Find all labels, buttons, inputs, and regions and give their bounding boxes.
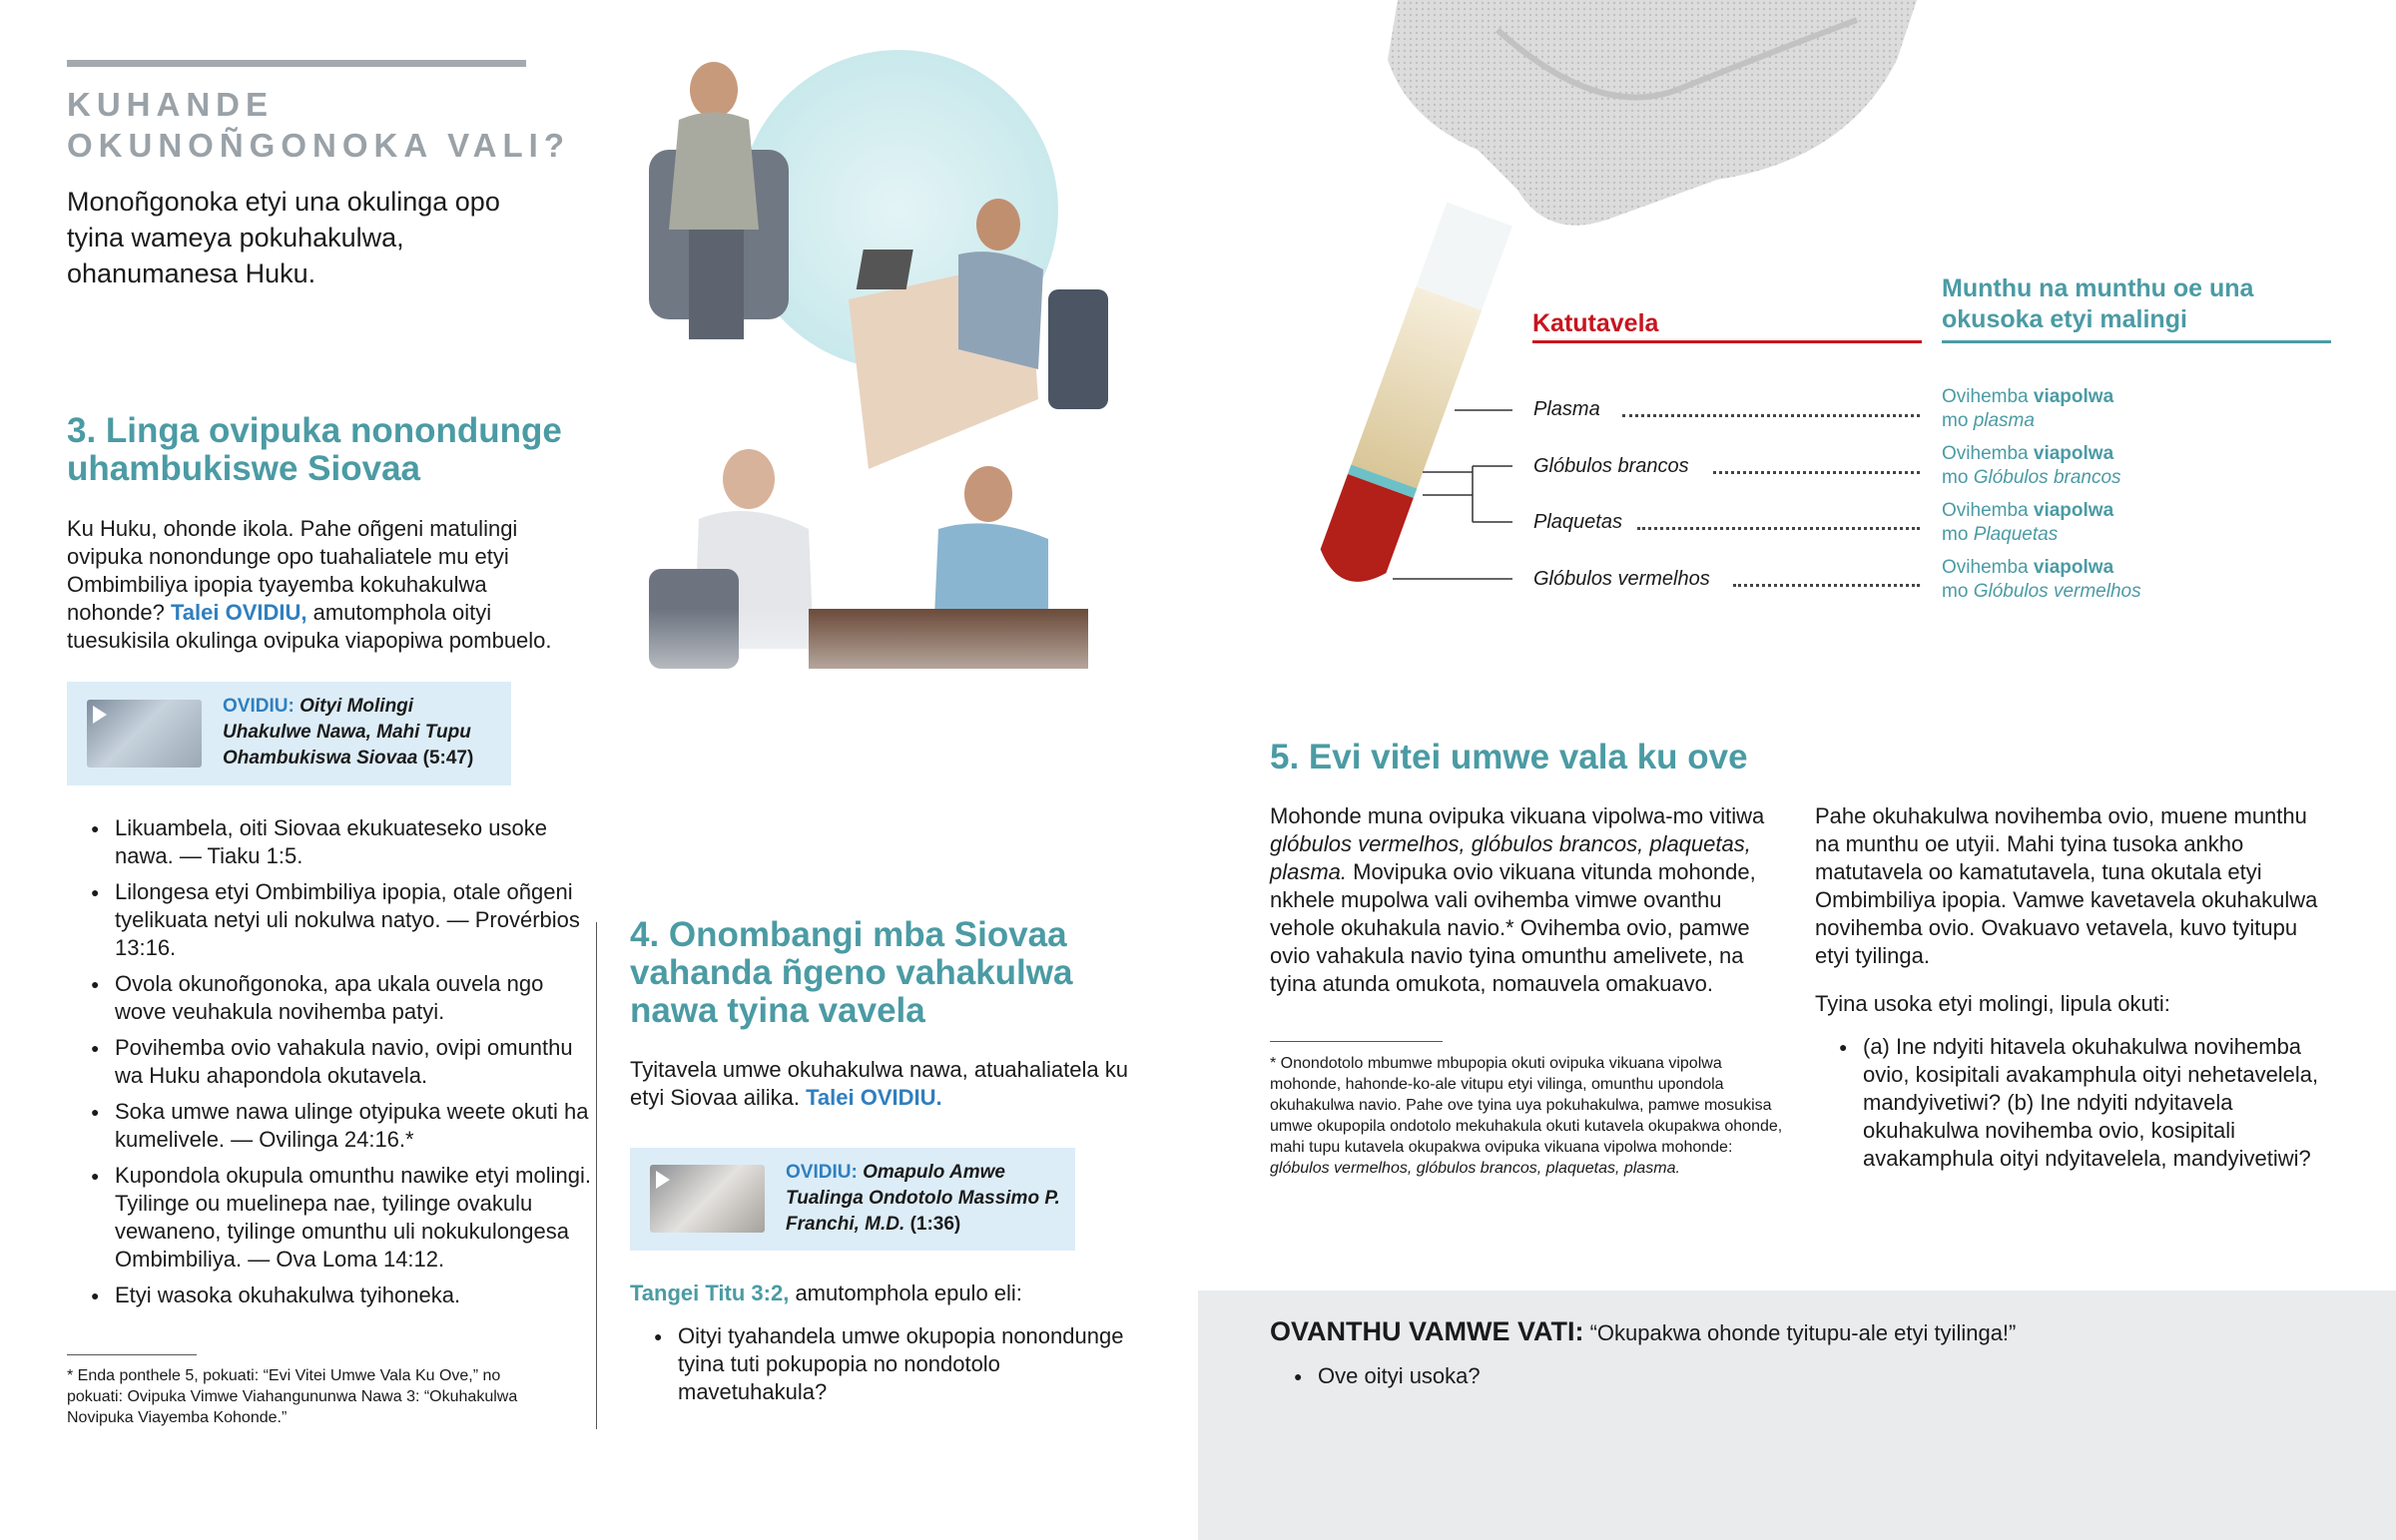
section4-bullet-list — [630, 1322, 1139, 1414]
list-item: ● (a) Ine ndyiti hitavela okuhakulwa novihemba ovio, kosipitali avakamphula oityi nehetavelela, mandyivetiwi? (b) Ine ndyiti ndyitavela okuhakulwa novihemba ovio, kosipitali avakamphula oityi ndyitavelela, mandyivetiwi? — [1815, 1033, 2334, 1173]
section3-text-before: Ku Huku, ohonde ikola. Pahe oñgeni matulingi ovipuka nonondunge opo tuahaliatele mu etyi Ombimbiliya ipopia tyayemba kokuhakulwa nohonde? — [67, 516, 518, 625]
chart-row-label: Glóbulos brancos — [1533, 455, 1689, 477]
list-item: ● Ove oityi usoka? — [1270, 1362, 1769, 1390]
column-divider — [596, 922, 597, 1429]
dot-leader — [1637, 527, 1920, 530]
review-text: Monoñgonoka etyi una okulinga opo tyina wameya pokuhakulwa, ohanumanesa Huku. — [67, 187, 500, 288]
section5-right-text: Pahe okuhakulwa novihemba ovio, muene munthu na munthu oe utyii. Mahi tyina tusoka ankho matutavela oo kamatutavela, tuna okutala etyi Ombimbiliya ipopia. Vamwe kavetavela okuhakulwa novihemba ovio. Ovakuavo vetavela, kuvo tyitupu etyi tyilinga. — [1815, 803, 2318, 968]
footnote-rule — [1270, 1041, 1443, 1042]
video-1-label: OVIDIU: — [223, 696, 295, 717]
video-2-caption — [786, 1160, 1065, 1238]
review-heading: KUHANDE OKUNOÑGONOKA VALI? — [67, 86, 570, 164]
footnote: * Enda ponthele 5, pokuati: “Evi Vitei Umwe Vala Ku Ove,” no pokuati: Ovipuka Vimwe Viahangununwa Nawa 3: “Okuhakulwa Novipuka Viayemba Kohonde.” — [67, 1367, 518, 1426]
list-item: ● Ovola okunoñgonoka, apa ukala ouvela ngo wove veuhakula novihemba patyi. — [67, 970, 591, 1026]
video-thumbnail-2[interactable] — [650, 1165, 765, 1233]
chart-row-option: Ovihemba viapolwa mo Plaquetas — [1942, 500, 2114, 545]
video-card-2[interactable] — [630, 1148, 1075, 1251]
dot-leader — [1733, 584, 1920, 587]
scripture-link[interactable]: Tangei Titu 3:2, — [630, 1281, 790, 1305]
chart-row-label: Plasma — [1533, 398, 1600, 420]
video-1-title: Oityi Molingi Uhakulwe Nawa, Mahi Tupu Ohambukiswa Siovaa — [223, 696, 471, 769]
play-icon[interactable] — [93, 706, 107, 724]
section4-title: 4. Onombangi mba Siovaa vahanda ñgeno vahakulwa nawa tyina vavela — [630, 915, 1073, 1030]
dot-leader — [1713, 471, 1920, 474]
section3-text-after: amutomphola oityi tuesukisila okulinga ovipuka viapopiwa pombuelo. — [67, 600, 552, 653]
review-rule — [67, 60, 526, 67]
section5-bullet-list — [1815, 1033, 2334, 1181]
chart-header-choose-rule — [1942, 340, 2331, 343]
section4-prompt — [630, 1280, 1149, 1307]
video-2-label: OVIDIU: — [786, 1162, 858, 1183]
video-2-duration: (1:36) — [909, 1214, 961, 1235]
list-item: ● Povihemba ovio vahakula navio, ovipi omunthu wa Huku ahapondola okutavela. — [67, 1034, 591, 1090]
others-bullet-list — [1270, 1362, 1769, 1398]
list-item: ● Likuambela, oiti Siovaa ekukuateseko usoke nawa. — Tiaku 1:5. — [67, 814, 591, 870]
section3-bullet-list — [67, 814, 591, 1317]
section3-title: 3. Linga ovipuka nonondunge uhambukiswe Siovaa — [67, 411, 562, 488]
chart-row-label: Glóbulos vermelhos — [1533, 568, 1710, 590]
video-2-title: Omapulo Amwe Tualinga Ondotolo Massimo P. Franchi, M.D. — [786, 1162, 1060, 1235]
others-say — [1270, 1317, 2368, 1347]
chart-row-label: Plaquetas — [1533, 511, 1622, 533]
chart-row-option: Ovihemba viapolwa mo Glóbulos vermelhos — [1942, 557, 2141, 602]
video-1-caption — [223, 694, 502, 771]
section5-title: 5. Evi vitei umwe vala ku ove — [1270, 738, 1748, 776]
list-item: ● Lilongesa etyi Ombimbiliya ipopia, otale oñgeni tyelikuata netyi uli nokulwa natyo. — Provérbios 13:16. — [67, 878, 591, 962]
chart-header-refuse-rule — [1532, 340, 1922, 343]
section4-text-main: Tyitavela umwe okuhakulwa nawa, atuahaliatela ku etyi Siovaa ailika. — [630, 1057, 1128, 1110]
others-say-quote: “Okupakwa ohonde tyitupu-ale etyi tyilinga!” — [1583, 1320, 2017, 1345]
video-card-1[interactable] — [67, 682, 511, 785]
section3-text — [67, 515, 576, 655]
section4-prompt-text: amutomphola epulo eli: — [789, 1281, 1022, 1305]
others-say-label: OVANTHU VAMWE VATI: — [1270, 1316, 1584, 1346]
chart-row-option: Ovihemba viapolwa mo Glóbulos brancos — [1942, 443, 2121, 488]
section5-left-text: Mohonde muna ovipuka vikuana vipolwa-mo vitiwa glóbulos vermelhos, glóbulos brancos, plaquetas, plasma. Movipuka ovio vikuana vitunda mohonde, nkhele mupolwa vali ovihemba vimwe ovanthu vehole okuhakula navio.* Ovihemba ovio, pamwe ovio vahakula navio tyina omunthu amelivete, na tyina atunda omukota, nomauvela omakuavo. — [1270, 803, 1765, 996]
play-icon[interactable] — [656, 1171, 670, 1189]
section3-video-link[interactable]: Talei OVIDIU, — [171, 600, 307, 625]
chart-header-refuse: Katutavela — [1532, 309, 1659, 337]
video-thumbnail-1[interactable] — [87, 700, 202, 768]
dot-leader — [1622, 414, 1920, 417]
section4-video-link[interactable]: Talei OVIDIU. — [806, 1085, 942, 1110]
list-item: ● Kupondola okupula omunthu nawike etyi molingi. Tyilinge ou muelinepa nae, tyilinge ovakulu vewaneno, tyilinge omunthu uli nokukulongesa Ombimbiliya. — Ova Loma 14:12. — [67, 1162, 591, 1274]
chart-header-choose: Munthu na munthu oe una okusoka etyi malingi — [1942, 274, 2254, 333]
list-item: ● Soka umwe nawa ulinge otyipuka weete okuti ha kumelivele. — Ovilinga 24:16.* — [67, 1098, 591, 1154]
video-1-duration: (5:47) — [422, 748, 474, 769]
section4-text — [630, 1056, 1129, 1112]
list-item: ● Oityi tyahandela umwe okupopia nonondunge tyina tuti pokupopia no nondotolo mavetuhakula? — [630, 1322, 1139, 1406]
illustration-people — [639, 50, 1158, 729]
list-item: ● Etyi wasoka okuhakulwa tyihoneka. — [67, 1282, 591, 1309]
chart-row-option: Ovihemba viapolwa mo plasma — [1942, 386, 2114, 431]
footnote-rule — [67, 1354, 197, 1355]
footnote: * Onondotolo mbumwe mbupopia okuti ovipuka vikuana vipolwa mohonde, hahonde-ko-ale vitupu etyi vilinga, omunthu upondola okuhakulwa navio. Pahe ove tyina uya pokuhakulwa, pamwe mosukisa umwe okupopila ondotolo mekuhakula okuti kutavela okupakwa ohonde, mahi tupu kutavela okupakwa ovipuka vikuana vipolwa mohonde: glóbulos vermelhos, glóbulos brancos, plaquetas, plasma. — [1270, 1055, 1783, 1177]
section5-right-prompt: Tyina usoka etyi molingi, lipula okuti: — [1815, 991, 2170, 1016]
